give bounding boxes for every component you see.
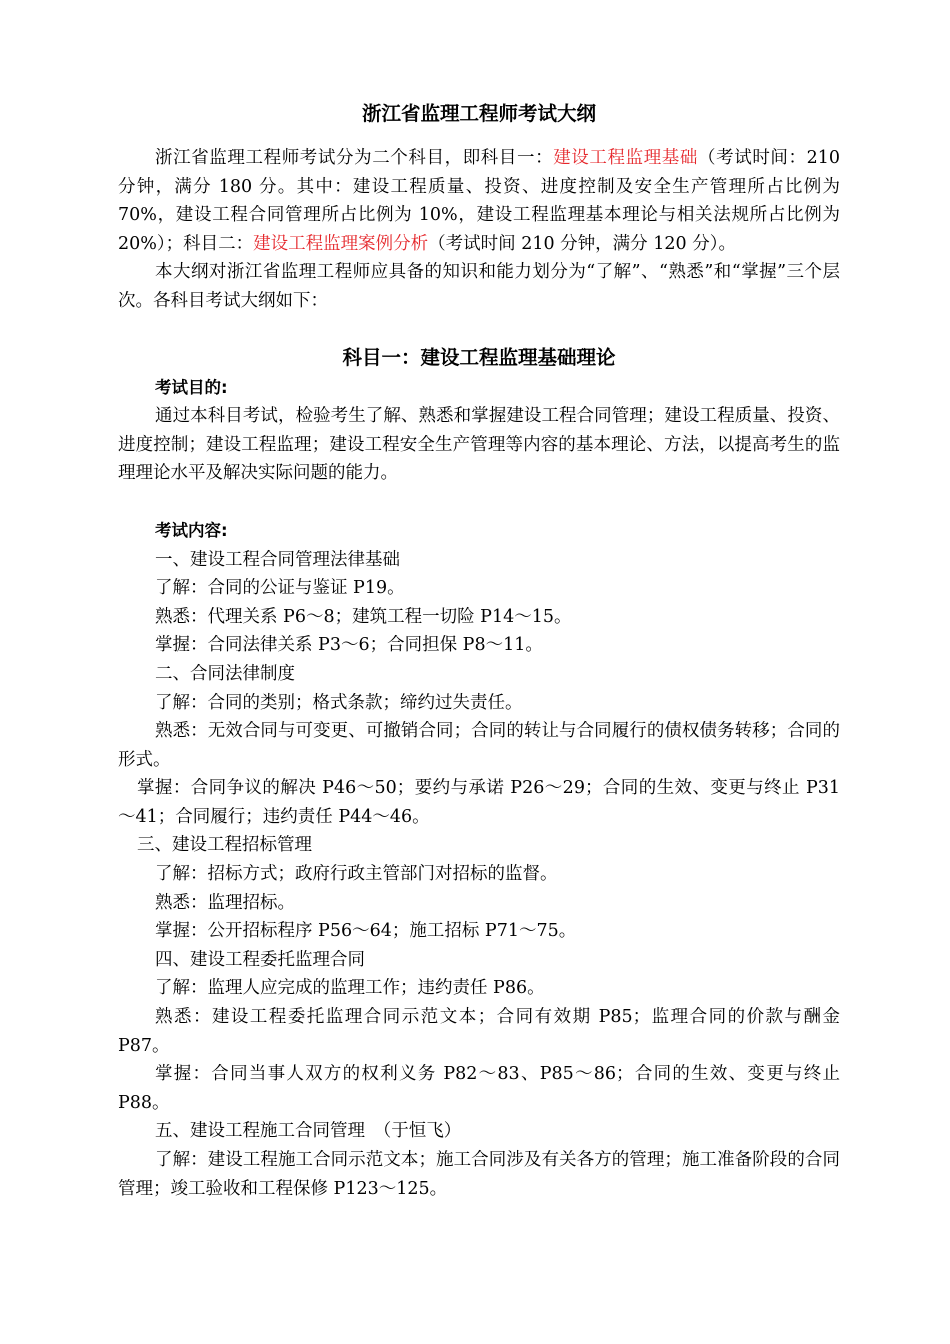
- section-2-familiar: 熟悉：无效合同与可变更、可撤销合同；合同的转让与合同履行的债权债务转移；合同的形式。: [118, 721, 840, 770]
- subject1-heading: 科目一：建设工程监理基础理论: [342, 345, 616, 369]
- section-1-understand: 了解：合同的公证与鉴证 P19。: [155, 578, 405, 599]
- section-2-title: 二、合同法律制度: [155, 663, 295, 684]
- document-title: 浙江省监理工程师考试大纲: [361, 102, 596, 125]
- document-page: [118, 98, 840, 1203]
- section-1-master: 掌握：合同法律关系 P3～6；合同担保 P8～11。: [155, 635, 543, 656]
- intro-paragraph-1: [118, 144, 840, 258]
- intro-text-b: （考试时间：210 分钟，满分 180 分。其中：建设工程质量、投资、进度控制及安全生产管理所占比例为 70%，建设工程合同管理所占比例为 10%，建设工程监理基本理论与相关法规所占比例为 20%）；科目二：: [118, 148, 841, 254]
- section-4-understand: 了解：监理人应完成的监理工作；违约责任 P86。: [155, 978, 545, 999]
- section-1-familiar: 熟悉：代理关系 P6～8；建筑工程一切险 P14～15。: [155, 606, 572, 627]
- section-3-title: 三、建设工程招标管理: [137, 835, 312, 856]
- subject1-highlight: 建设工程监理基础: [553, 148, 699, 168]
- intro-paragraph-2: 本大纲对浙江省监理工程师应具备的知识和能力划分为“了解”、“熟悉”和“掌握”三个层次。各科目考试大纲如下：: [118, 262, 840, 311]
- spacer: [118, 488, 840, 517]
- section-4-master: 掌握：合同当事人双方的权利义务 P82～83、P85～86；合同的生效、变更与终止 P88。: [118, 1064, 840, 1113]
- section-3-understand: 了解：招标方式；政府行政主管部门对招标的监督。: [155, 864, 558, 885]
- section-4-familiar: 熟悉：建设工程委托监理合同示范文本；合同有效期 P85；监理合同的价款与酬金 P87。: [118, 1007, 840, 1056]
- purpose-text: 通过本科目考试，检验考生了解、熟悉和掌握建设工程合同管理；建设工程质量、投资、进度控制；建设工程监理；建设工程安全生产管理等内容的基本理论、方法，以提高考生的监理理论水平及解决实际问题的能力。: [118, 406, 840, 484]
- section-5-understand: 了解：建设工程施工合同示范文本；施工合同涉及有关各方的管理；施工准备阶段的合同管理；竣工验收和工程保修 P123～125。: [118, 1150, 840, 1199]
- subject2-highlight: 建设工程监理案例分析: [253, 233, 429, 254]
- intro-text-c: （考试时间 210 分钟，满分 120 分）。: [428, 233, 736, 254]
- section-2-understand: 了解：合同的类别；格式条款；缔约过失责任。: [155, 692, 523, 713]
- section-3-familiar: 熟悉：监理招标。: [155, 892, 295, 913]
- section-5-title: 五、建设工程施工合同管理 （于恒飞）: [155, 1121, 462, 1142]
- content-label: 考试内容:: [155, 520, 228, 540]
- section-3-master: 掌握：公开招标程序 P56～64；施工招标 P71～75。: [155, 921, 577, 942]
- section-1-title: 一、建设工程合同管理法律基础: [155, 549, 400, 570]
- purpose-label: 考试目的:: [155, 377, 228, 397]
- intro-text-a: 浙江省监理工程师考试分为二个科目，即科目一：: [155, 148, 554, 168]
- section-2-master: 掌握：合同争议的解决 P46～50；要约与承诺 P26～29；合同的生效、变更与终止 P31～41；合同履行；违约责任 P44～46。: [118, 778, 840, 827]
- section-4-title: 四、建设工程委托监理合同: [155, 949, 365, 970]
